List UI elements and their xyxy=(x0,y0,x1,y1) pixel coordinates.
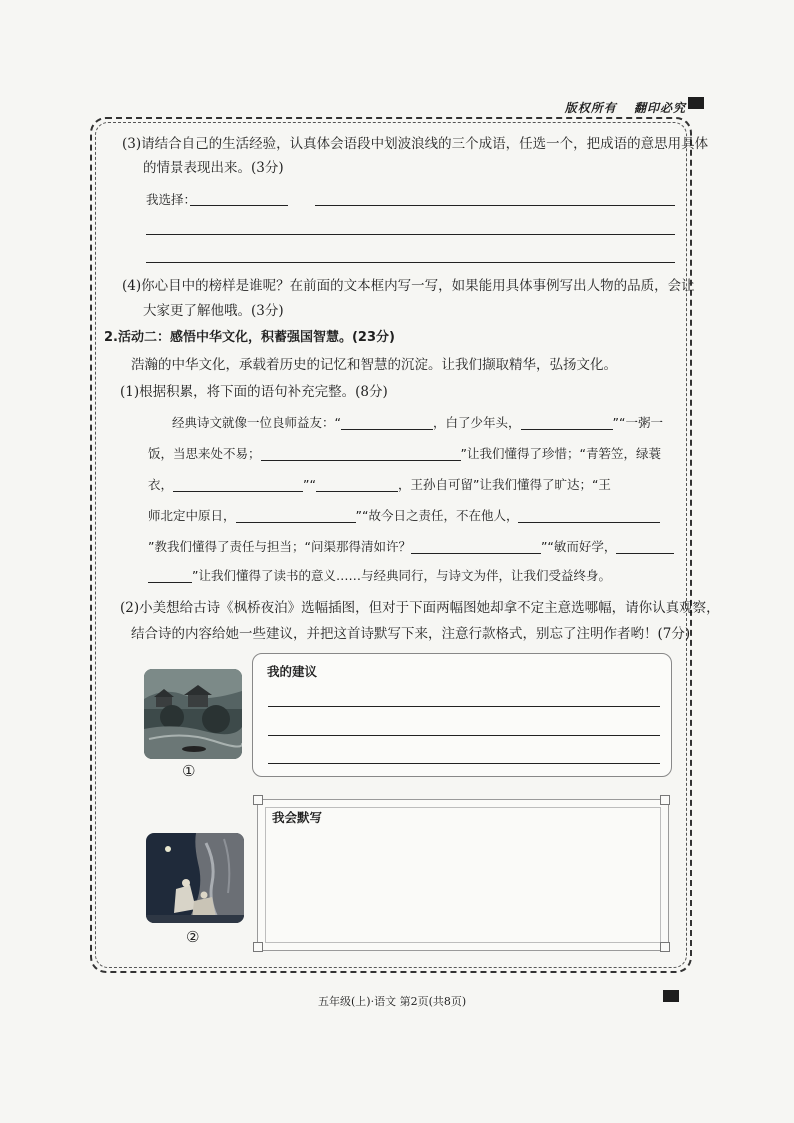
rights-text: 版权所有 xyxy=(564,101,617,115)
pic1-number: ① xyxy=(182,762,196,780)
illustration-2-moonlit-poet[interactable] xyxy=(146,833,244,923)
blank-1[interactable] xyxy=(341,415,433,430)
write-box-inner[interactable] xyxy=(265,807,661,943)
sub1-r3b: ”“ xyxy=(303,477,316,492)
sub1-r5a: ”教我们懂得了责任与担当；“问渠那得清如许？ xyxy=(148,539,411,554)
q3-answer-line-3[interactable] xyxy=(146,262,675,263)
blank-4[interactable] xyxy=(173,477,303,492)
blank-9[interactable] xyxy=(616,539,674,554)
q4-line2: 大家更了解他哦。(3分) xyxy=(143,303,284,319)
blank-2[interactable] xyxy=(521,415,613,430)
q3-answer-line-2[interactable] xyxy=(146,234,675,235)
write-box-corner-br xyxy=(660,942,670,952)
sub1-r3c: ，王孙自可留”让我们懂得了旷达；“王 xyxy=(397,477,611,492)
blank-3[interactable] xyxy=(261,446,461,461)
sub1-r1b: ，白了少年头， xyxy=(432,415,521,430)
q3-line2: 的情景表现出来。(3分) xyxy=(143,160,284,176)
sub1-row5 xyxy=(148,537,674,557)
footer-black-mark xyxy=(663,990,679,1002)
sub1-r5b: ”“敏而好学， xyxy=(540,539,617,554)
sub2-line1: (2)小美想给古诗《枫桥夜泊》选幅插图，但对于下面两幅图她却拿不定主意选哪幅，请你认真观察， xyxy=(120,600,720,616)
no-copy-text: 翻印必究 xyxy=(633,101,686,115)
sub1-row4 xyxy=(148,506,660,526)
page-footer: 五年级(上)·语文 第2页(共8页) xyxy=(318,995,467,1008)
sub1-row1 xyxy=(172,413,663,433)
sub1-row6 xyxy=(148,566,611,586)
q3-line1: (3)请结合自己的生活经验，认真体会语段中划波浪线的三个成语，任选一个，把成语的意思用具体 xyxy=(122,136,709,152)
sub1-r6b: ”让我们懂得了读书的意义……与经典同行，与诗文为伴，让我们受益终身。 xyxy=(192,568,611,583)
sub1-r2a: 饭，当思来处不易； xyxy=(148,446,261,461)
header-black-mark xyxy=(688,97,704,109)
suggestion-line-2[interactable] xyxy=(268,735,660,736)
q3-choice-blank[interactable] xyxy=(190,205,288,206)
activity2-intro: 浩瀚的中华文化，承载着历史的记忆和智慧的沉淀。让我们撷取精华，弘扬文化。 xyxy=(131,357,617,373)
suggestion-line-3[interactable] xyxy=(268,763,660,764)
q4-line1: (4)你心目中的榜样是谁呢？在前面的文本框内写一写，如果能用具体事例写出人物的品质，会让 xyxy=(122,278,695,294)
suggestion-line-1[interactable] xyxy=(268,706,660,707)
sub1-row3 xyxy=(148,475,611,495)
sub1-row2 xyxy=(148,444,661,464)
write-label: 我会默写 xyxy=(272,810,323,825)
sub1-r1c: ”“一粥一 xyxy=(612,415,663,430)
suggestion-label: 我的建议 xyxy=(267,664,318,679)
blank-10[interactable] xyxy=(148,568,192,583)
write-box-corner-tr xyxy=(660,795,670,805)
sub1-r4b: ”“故今日之责任，不在他人， xyxy=(355,508,519,523)
header-notice xyxy=(553,99,686,116)
blank-7[interactable] xyxy=(518,508,660,523)
illustration-1-night-village[interactable] xyxy=(144,669,242,759)
blank-5[interactable] xyxy=(316,477,398,492)
q3-choose-label: 我选择： xyxy=(146,192,197,207)
blank-6[interactable] xyxy=(236,508,356,523)
sub2-line2: 结合诗的内容给她一些建议，并把这首诗默写下来，注意行款格式，别忘了注明作者哟！(7分) xyxy=(131,626,691,642)
sub1-r2b: ”让我们懂得了珍惜；“青箬笠，绿蓑 xyxy=(460,446,661,461)
q3-answer-line-1[interactable] xyxy=(315,205,675,206)
sub1-title: (1)根据积累，将下面的语句补充完整。(8分) xyxy=(120,384,388,400)
sub1-r1a: 经典诗文就像一位良师益友：“ xyxy=(172,415,341,430)
write-box-corner-bl xyxy=(253,942,263,952)
pic2-number: ② xyxy=(186,928,200,946)
sub1-r3a: 衣， xyxy=(148,477,174,492)
sub1-r4a: 师北定中原日， xyxy=(148,508,236,523)
activity2-title: 2.活动二：感悟中华文化，积蓄强国智慧。(23分) xyxy=(104,330,395,345)
write-box-corner-tl xyxy=(253,795,263,805)
blank-8[interactable] xyxy=(411,539,541,554)
